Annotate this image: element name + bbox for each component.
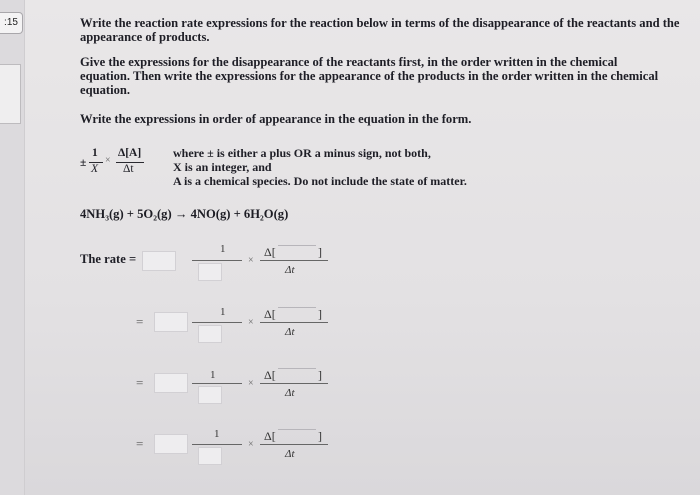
fraction-line-1b bbox=[260, 260, 328, 261]
delta-t-2: Δt bbox=[285, 326, 295, 338]
delta-close-4: ] bbox=[318, 429, 322, 443]
delta-close-1: ] bbox=[318, 245, 322, 259]
delta-open-2: Δ[ bbox=[264, 307, 276, 321]
form-legend bbox=[80, 144, 500, 194]
rate-row-2 bbox=[80, 306, 350, 346]
times-symbol-4: × bbox=[248, 439, 254, 450]
delta-open-1: Δ[ bbox=[264, 245, 276, 259]
species-input-2[interactable] bbox=[278, 307, 316, 323]
denominator-input-2[interactable] bbox=[198, 325, 222, 343]
chemical-equation: 4NH₃(g) + 5O₂(g) → 4NO(g) + 6H₂O(g) bbox=[80, 207, 289, 221]
sign-input-1[interactable] bbox=[142, 251, 176, 271]
delta-t-3: Δt bbox=[285, 387, 295, 399]
rate-row-1 bbox=[80, 243, 350, 283]
times-symbol-3: × bbox=[248, 378, 254, 389]
delta-t-1: Δt bbox=[285, 264, 295, 276]
legend-times-symbol: × bbox=[105, 155, 111, 166]
legend-delta-t: Δt bbox=[123, 163, 134, 175]
fraction-line-3 bbox=[192, 383, 242, 384]
fraction-line-2 bbox=[192, 322, 242, 323]
legend-delta-a: Δ[A] bbox=[118, 147, 142, 159]
fraction-line-4 bbox=[192, 444, 242, 445]
numerator-one-1: 1 bbox=[220, 243, 226, 255]
instruction-paragraph-2: Give the expressions for the disappearance of the reactants first, in the order written in the chemical equation. Then write the expressions for the appearance of the products in the order written in the chemical equation. bbox=[80, 55, 659, 97]
plus-minus-symbol: ± bbox=[80, 157, 87, 169]
denominator-input-1[interactable] bbox=[198, 263, 222, 281]
legend-numerator-one: 1 bbox=[92, 147, 98, 159]
fraction-line-4b bbox=[260, 444, 328, 445]
sign-input-3[interactable] bbox=[154, 373, 188, 393]
sign-input-4[interactable] bbox=[154, 434, 188, 454]
question-number-badge[interactable]: :15 bbox=[0, 12, 23, 34]
species-input-1[interactable] bbox=[278, 245, 316, 261]
instruction-paragraph-1: Write the reaction rate expressions for the reaction below in terms of the disappearance of the reactants and the appearance of products. bbox=[80, 16, 680, 44]
fraction-line-1 bbox=[192, 260, 242, 261]
delta-close-3: ] bbox=[318, 368, 322, 382]
legend-x-symbol: X bbox=[91, 163, 99, 175]
delta-open-3: Δ[ bbox=[264, 368, 276, 382]
equals-sign-2: = bbox=[136, 314, 144, 329]
rate-row-3 bbox=[80, 367, 350, 407]
legend-note-2: X is an integer, and bbox=[173, 160, 272, 174]
numerator-one-4: 1 bbox=[214, 428, 220, 440]
times-symbol-2: × bbox=[248, 317, 254, 328]
denominator-input-4[interactable] bbox=[198, 447, 222, 465]
rate-label: The rate = bbox=[80, 252, 137, 266]
delta-open-4: Δ[ bbox=[264, 429, 276, 443]
times-symbol-1: × bbox=[248, 255, 254, 266]
instruction-paragraph-3: Write the expressions in order of appearance in the equation in the form. bbox=[80, 112, 472, 126]
legend-note-3: A is a chemical species. Do not include the state of matter. bbox=[173, 174, 467, 188]
species-input-3[interactable] bbox=[278, 368, 316, 384]
fraction-line-3b bbox=[260, 383, 328, 384]
rate-row-4 bbox=[80, 428, 350, 468]
fraction-line-2b bbox=[260, 322, 328, 323]
equals-sign-4: = bbox=[136, 436, 144, 451]
side-panel-tab[interactable] bbox=[0, 64, 21, 124]
denominator-input-3[interactable] bbox=[198, 386, 222, 404]
equals-sign-3: = bbox=[136, 375, 144, 390]
species-input-4[interactable] bbox=[278, 429, 316, 445]
numerator-one-2: 1 bbox=[220, 306, 226, 318]
delta-close-2: ] bbox=[318, 307, 322, 321]
delta-t-4: Δt bbox=[285, 448, 295, 460]
sign-input-2[interactable] bbox=[154, 312, 188, 332]
numerator-one-3: 1 bbox=[210, 369, 216, 381]
legend-note-1: where ± is either a plus OR a minus sign, not both, bbox=[173, 146, 431, 160]
